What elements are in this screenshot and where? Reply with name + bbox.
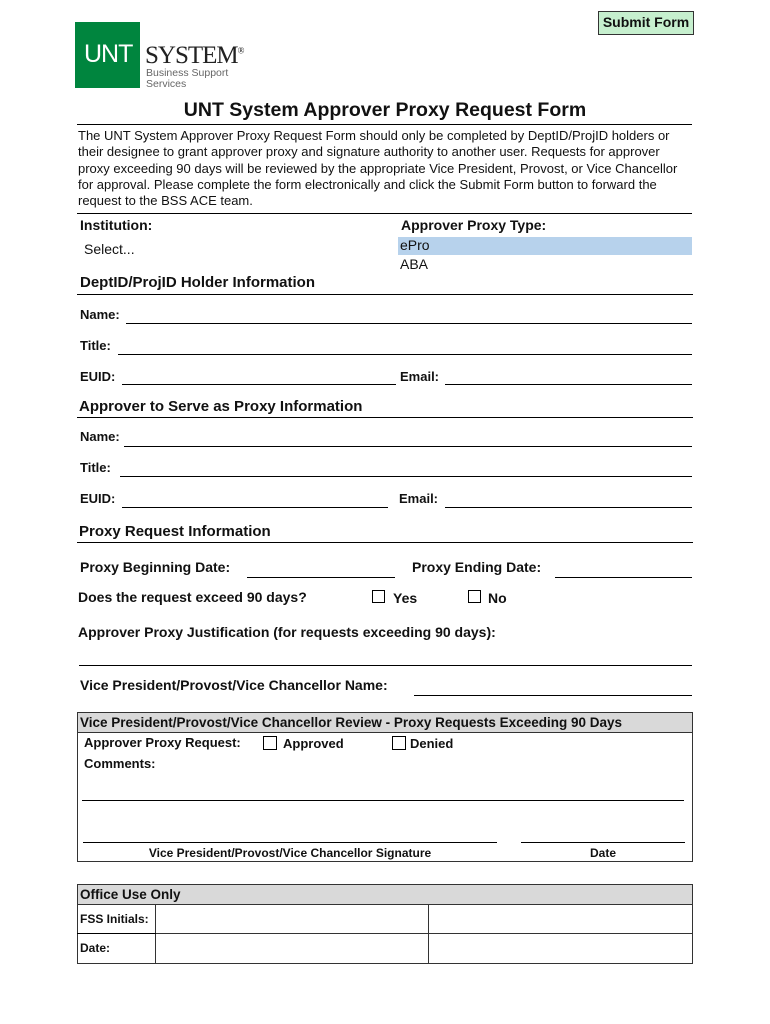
logo-system-text: SYSTEM®	[145, 42, 244, 69]
yes-label: Yes	[393, 590, 418, 606]
review-request-label: Approver Proxy Request:	[84, 735, 241, 750]
office-row-divider	[77, 933, 156, 934]
intro-text: The UNT System Approver Proxy Request Form should only be completed by DeptID/ProjID holders or their designee to grant approver proxy and signature authority to another user. Requests for approver proxy exceeding 90 days will be reviewed by the appropriate Vice President, Provost, or Vice Chancellor for approval. Please complete the form electronically and click the Submit Form button to forward the request to the BSS ACE team.	[78, 128, 678, 209]
institution-label: Institution:	[80, 217, 153, 233]
holder-name-label: Name:	[80, 307, 120, 322]
review-heading: Vice President/Provost/Vice Chancellor Review - Proxy Requests Exceeding 90 Days	[80, 715, 622, 730]
begin-date-label: Proxy Beginning Date:	[80, 559, 231, 575]
office-date-input[interactable]	[155, 933, 429, 964]
submit-form-button[interactable]: Submit Form	[598, 11, 694, 35]
approver-name-label: Name:	[80, 429, 120, 444]
holder-title-input[interactable]	[118, 354, 692, 355]
office-date-label: Date:	[80, 941, 111, 955]
approver-email-input[interactable]	[445, 507, 692, 508]
approver-title-label: Title:	[80, 460, 111, 475]
logo-subtitle: Business Support Services	[146, 67, 229, 90]
no-checkbox[interactable]	[468, 590, 481, 603]
holder-euid-label: EUID:	[80, 369, 116, 384]
proxy-request-section-heading: Proxy Request Information	[79, 523, 271, 540]
holder-section-heading: DeptID/ProjID Holder Information	[80, 274, 316, 291]
approver-title-input[interactable]	[120, 476, 692, 477]
proxy-type-label: Approver Proxy Type:	[401, 217, 547, 233]
signature-date-line[interactable]	[521, 842, 685, 843]
signature-caption: Vice President/Provost/Vice Chancellor Signature	[148, 846, 432, 860]
holder-title-label: Title:	[80, 338, 111, 353]
vp-name-label: Vice President/Provost/Vice Chancellor Name:	[80, 677, 388, 693]
signature-date-caption: Date	[589, 846, 616, 860]
logo-unt-text: UNT	[84, 40, 133, 68]
comments-label: Comments:	[84, 756, 156, 771]
approver-email-label: Email:	[399, 491, 439, 506]
approver-divider	[77, 417, 693, 418]
holder-email-input[interactable]	[445, 384, 692, 385]
institution-select[interactable]: Select...	[84, 241, 135, 257]
begin-date-input[interactable]	[247, 577, 395, 578]
vp-name-input[interactable]	[414, 695, 692, 696]
holder-divider	[77, 294, 693, 295]
office-date-extra-cell[interactable]	[428, 933, 693, 964]
proxy-type-option-epro[interactable]: ePro	[398, 237, 692, 255]
fss-initials-input[interactable]	[155, 904, 429, 934]
holder-email-label: Email:	[400, 369, 440, 384]
approver-euid-input[interactable]	[122, 507, 388, 508]
approver-section-heading: Approver to Serve as Proxy Information	[79, 398, 363, 415]
office-heading: Office Use Only	[80, 887, 181, 902]
end-date-label: Proxy Ending Date:	[412, 559, 542, 575]
denied-checkbox[interactable]	[392, 736, 406, 750]
fss-initials-extra-cell[interactable]	[428, 904, 693, 934]
fss-initials-label: FSS Initials:	[80, 912, 149, 926]
end-date-input[interactable]	[555, 577, 692, 578]
approved-label: Approved	[283, 736, 344, 751]
title-divider	[77, 124, 692, 125]
approver-euid-label: EUID:	[80, 491, 116, 506]
holder-name-input[interactable]	[126, 323, 692, 324]
approver-name-input[interactable]	[124, 446, 692, 447]
proxy-request-divider	[77, 542, 693, 543]
yes-checkbox[interactable]	[372, 590, 385, 603]
justification-input[interactable]	[79, 665, 692, 666]
proxy-type-option-aba[interactable]: ABA	[400, 256, 429, 272]
signature-line[interactable]	[83, 842, 497, 843]
approved-checkbox[interactable]	[263, 736, 277, 750]
justification-label: Approver Proxy Justification (for requests exceeding 90 days):	[78, 624, 496, 640]
comments-input[interactable]	[82, 800, 684, 801]
intro-divider	[77, 213, 692, 214]
holder-euid-input[interactable]	[122, 384, 396, 385]
denied-label: Denied	[410, 736, 454, 751]
exceed-question: Does the request exceed 90 days?	[78, 589, 307, 605]
page-title: UNT System Approver Proxy Request Form	[183, 99, 587, 121]
no-label: No	[488, 590, 507, 606]
